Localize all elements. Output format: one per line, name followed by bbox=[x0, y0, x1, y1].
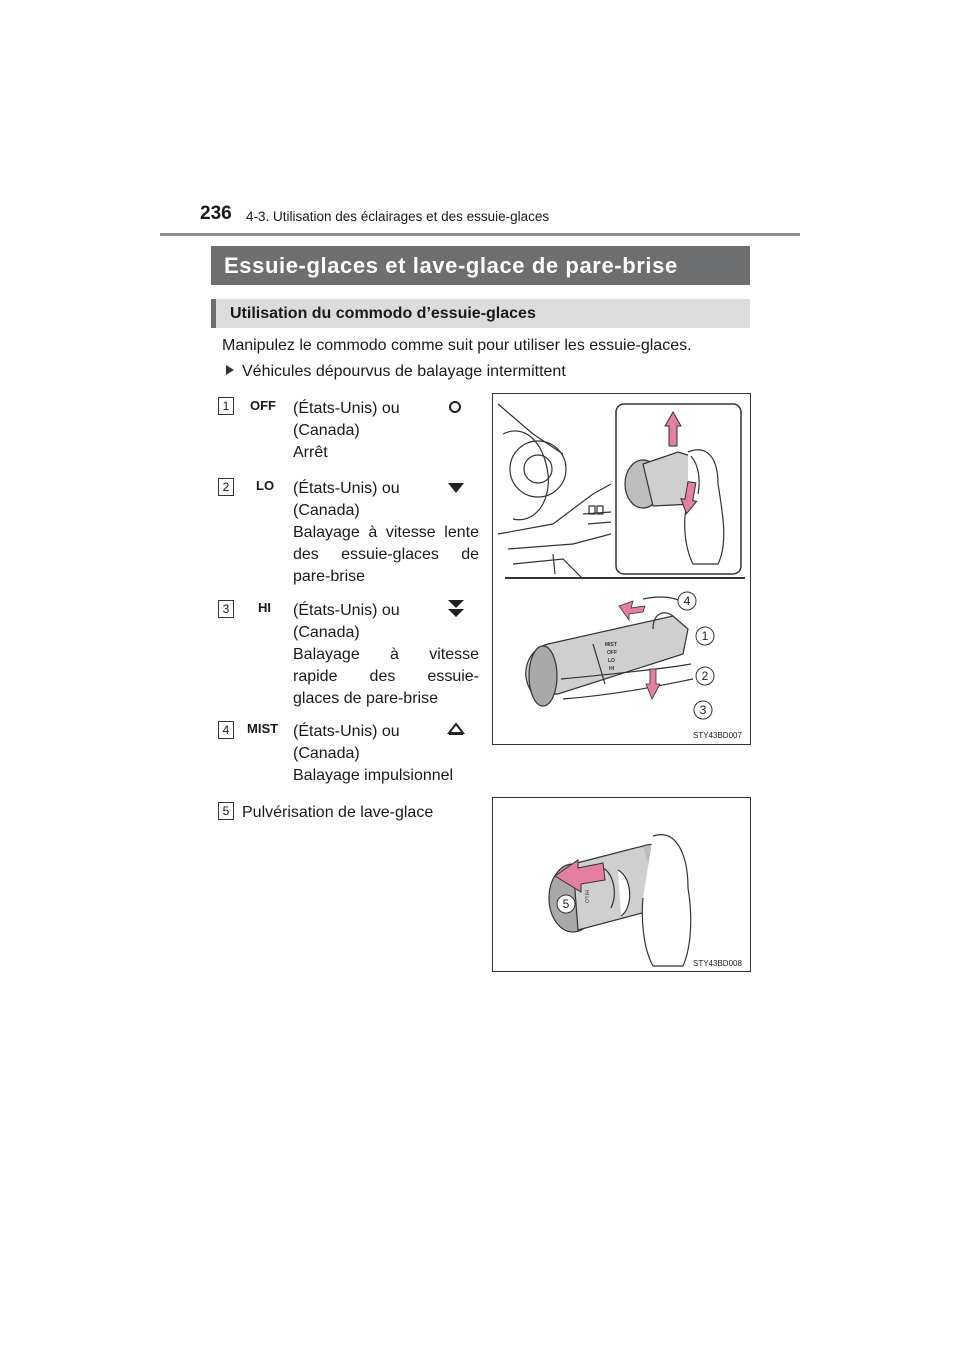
mist-triangle-icon bbox=[447, 722, 465, 736]
wiper-lever-illustration bbox=[493, 394, 750, 744]
item-desc-line: (Canada) bbox=[293, 745, 360, 762]
running-header: 4-3. Utilisation des éclairages et des essuie-glaces bbox=[246, 209, 550, 224]
item-desc-line: Arrêt bbox=[293, 444, 328, 461]
item-desc-line: glaces de pare-brise bbox=[293, 690, 438, 707]
washer-diagram bbox=[492, 797, 751, 972]
item-desc-line: pare-brise bbox=[293, 568, 366, 585]
item-desc-line: (Canada) bbox=[293, 624, 360, 641]
double-down-triangle-icon bbox=[446, 598, 466, 620]
lever-print: HI LO bbox=[583, 890, 589, 904]
item-number-5: 5 bbox=[218, 802, 234, 820]
washer-illustration bbox=[493, 798, 750, 971]
single-down-triangle-icon bbox=[446, 481, 466, 495]
item-label-mist: MIST bbox=[247, 721, 279, 736]
callout-3: 3 bbox=[699, 703, 707, 717]
bullet-text: Véhicules dépourvus de balayage intermittent bbox=[242, 363, 566, 380]
item-desc-line: (États-Unis) ou bbox=[293, 400, 400, 417]
circle-off-icon bbox=[447, 399, 463, 415]
item-label-lo: LO bbox=[256, 478, 275, 493]
callout-1: 1 bbox=[701, 629, 709, 643]
item-number-1: 1 bbox=[218, 397, 234, 415]
item-desc-line: (États-Unis) ou bbox=[293, 480, 400, 497]
header-rule bbox=[160, 233, 800, 236]
intro-text: Manipulez le commodo comme suit pour utiliser les essuie-glaces. bbox=[222, 337, 692, 354]
figure-caption-2: STY43BD008 bbox=[693, 959, 742, 968]
item-desc-line: Balayage à vitesse bbox=[293, 646, 479, 663]
item-number-3: 3 bbox=[218, 600, 234, 618]
item-desc-line: (Canada) bbox=[293, 502, 360, 519]
item-desc-line: Balayage à vitesse lente bbox=[293, 524, 479, 541]
item-label-hi: HI bbox=[258, 600, 271, 615]
bullet-triangle-icon bbox=[226, 365, 234, 375]
bullet-line bbox=[226, 363, 566, 381]
item-desc-line: rapide des essuie- bbox=[293, 668, 479, 685]
lever-print: HI bbox=[609, 666, 614, 672]
callout-2: 2 bbox=[701, 669, 709, 683]
subsection-title: Utilisation du commodo d’essuie-glaces bbox=[211, 299, 750, 328]
item-desc-line: (États-Unis) ou bbox=[293, 602, 400, 619]
item-desc-line: Balayage impulsionnel bbox=[293, 767, 454, 784]
item-desc-5: Pulvérisation de lave-glace bbox=[242, 804, 434, 821]
item-desc-line: (Canada) bbox=[293, 422, 360, 439]
page-number: 236 bbox=[200, 203, 232, 224]
item-label-off: OFF bbox=[250, 398, 276, 413]
item-desc-line: des essuie-glaces de bbox=[293, 546, 479, 563]
lever-print: OFF bbox=[607, 650, 617, 656]
figure-caption-1: STY43BD007 bbox=[693, 731, 742, 740]
item-number-2: 2 bbox=[218, 478, 234, 496]
lever-print: LO bbox=[608, 658, 615, 664]
section-title: Essuie-glaces et lave-glace de pare-brise bbox=[211, 246, 750, 285]
lever-print: MIST bbox=[605, 642, 617, 648]
callout-5: 5 bbox=[562, 897, 570, 911]
wiper-lever-diagram bbox=[492, 393, 751, 745]
item-number-4: 4 bbox=[218, 721, 234, 739]
item-desc-line: (États-Unis) ou bbox=[293, 723, 400, 740]
callout-4: 4 bbox=[683, 594, 691, 608]
